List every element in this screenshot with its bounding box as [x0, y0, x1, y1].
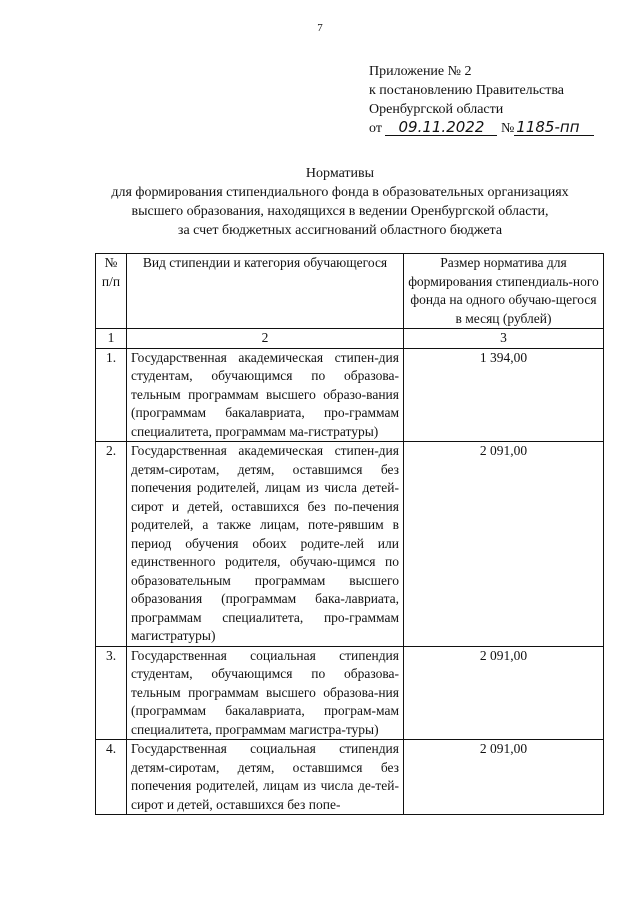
- page-number: 7: [317, 22, 323, 34]
- index-cell: 3: [404, 329, 604, 349]
- row-description: Государственная социальная стипендия студентам, обучающимся по образова-тельным программам высшего образова-ния (программам бакалавриата, програм-мам специалитета, программам магистра-туры): [127, 646, 404, 740]
- handwritten-date: 09.11.2022: [385, 119, 497, 136]
- row-number: 2.: [96, 442, 127, 647]
- title-line-3: за счет бюджетных ассигнований областного бюджета: [177, 223, 503, 238]
- row-number: 4.: [96, 740, 127, 815]
- table-header-row: [96, 254, 604, 329]
- appendix-block: [369, 62, 594, 138]
- title-heading: Нормативы: [305, 166, 375, 181]
- row-value: 1 394,00: [404, 348, 604, 442]
- row-value: 2 091,00: [404, 442, 604, 647]
- table-index-row: [96, 329, 604, 349]
- row-description: Государственная социальная стипендия детям-сиротам, детям, оставшимся без попечения родителей, лицам из числа де-тей-сирот и детей, оставшихся без попе-: [127, 740, 404, 815]
- appendix-resolution-line: к постановлению Правительства: [369, 83, 565, 98]
- appendix-region-line: Оренбургской области: [369, 102, 504, 117]
- index-cell: 1: [96, 329, 127, 349]
- title-line-1: для формирования стипендиального фонда в образовательных организациях: [111, 185, 569, 200]
- appendix-title: Приложение № 2: [369, 64, 472, 79]
- row-description: Государственная академическая стипен-дия студентам, обучающимся по образова-тельным программам высшего образо-вания (программам бакалавриата, про-граммам специалитета, программам ма-гистратуры): [127, 348, 404, 442]
- norms-table: [95, 253, 604, 815]
- index-cell: 2: [127, 329, 404, 349]
- number-label: №: [500, 121, 515, 136]
- header-norm-amount: Размер норматива для формирования стипендиаль-ного фонда на одного обучаю-щегося в месяц (рублей): [404, 254, 604, 329]
- row-description: Государственная академическая стипен-дия детям-сиротам, детям, оставшимся без попечения родителей, лицам из числа детей-сирот и детей, оставшихся без по-печения родителей, а также лицам, поте-рявшим в период обучения обоих родите-лей или единственного родителя, обучаю-щимся по образовательным программам высшего образования (программам бака-лавриата, программам специалитета, про-граммам магистратуры): [127, 442, 404, 647]
- appendix-date-number-line: [369, 119, 594, 138]
- header-number: № п/п: [96, 254, 127, 329]
- row-number: 1.: [96, 348, 127, 442]
- table-row: [96, 348, 604, 442]
- table-row: [96, 442, 604, 647]
- table-row: [96, 740, 604, 815]
- from-label: от: [369, 121, 382, 136]
- row-number: 3.: [96, 646, 127, 740]
- handwritten-number: 1185-пп: [514, 119, 594, 136]
- document-title: [60, 164, 620, 240]
- title-line-2: высшего образования, находящихся в ведении Оренбургской области,: [131, 204, 549, 219]
- row-value: 2 091,00: [404, 646, 604, 740]
- row-value: 2 091,00: [404, 740, 604, 815]
- table-row: [96, 646, 604, 740]
- header-scholarship-type: Вид стипендии и категория обучающегося: [127, 254, 404, 329]
